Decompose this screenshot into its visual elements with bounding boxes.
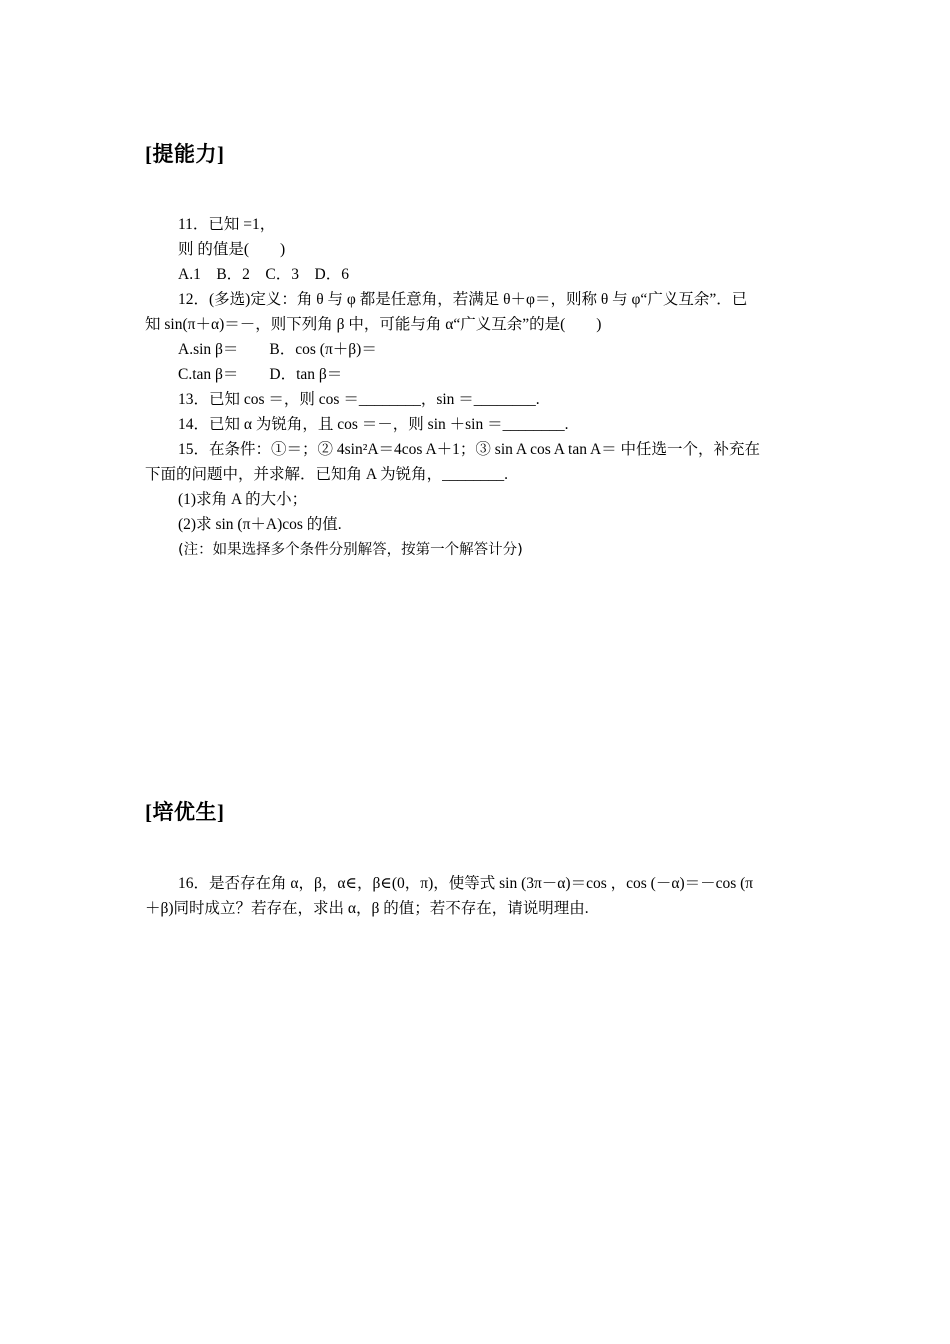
q12-options-ab: A.sin β＝ B．cos (π＋β)＝: [178, 341, 377, 358]
q15-part2: (2)求 sin (π＋A)cos 的值.: [178, 516, 342, 533]
q16-line2: ＋β)同时成立？若存在，求出 α，β 的值；若不存在，请说明理由.: [145, 900, 589, 917]
q15-line1: 15．在条件：①＝；② 4sin²A＝4cos A＋1；③ sin A cos A tan A＝ 中任选一个，补充在: [178, 441, 761, 458]
q13-line: 13．已知 cos ＝，则 cos ＝________，sin ＝________.: [178, 391, 540, 408]
q12-line1: 12．(多选)定义：角 θ 与 φ 都是任意角，若满足 θ＋φ＝，则称 θ 与 φ“广义互余”．已: [178, 291, 748, 308]
q15-note: (注：如果选择多个条件分别解答，按第一个解答计分): [178, 542, 523, 558]
q12-options-cd: C.tan β＝ D．tan β＝: [178, 366, 343, 383]
q14-line: 14．已知 α 为锐角，且 cos ＝－，则 sin ＋sin ＝________.: [178, 416, 569, 433]
heading-ti-neng-li: [提能力]: [145, 142, 225, 166]
q16-line1: 16．是否存在角 α，β，α∈，β∈(0，π)，使等式 sin (3π－α)＝cos ，cos (－α)＝－cos (π: [178, 875, 754, 892]
q11-line1: 11．已知 =1，: [178, 216, 276, 233]
heading-pei-you-sheng: [培优生]: [145, 800, 225, 824]
q12-line2: 知 sin(π＋α)＝－，则下列角 β 中，可能与角 α“广义互余”的是( ): [145, 316, 602, 333]
q15-line2: 下面的问题中，并求解．已知角 A 为锐角，________.: [145, 466, 508, 483]
q11-line2: 则 的值是( ): [178, 241, 286, 258]
q11-options: A.1 B．2 C．3 D．6: [178, 266, 349, 283]
q15-part1: (1)求角 A 的大小；: [178, 491, 308, 508]
